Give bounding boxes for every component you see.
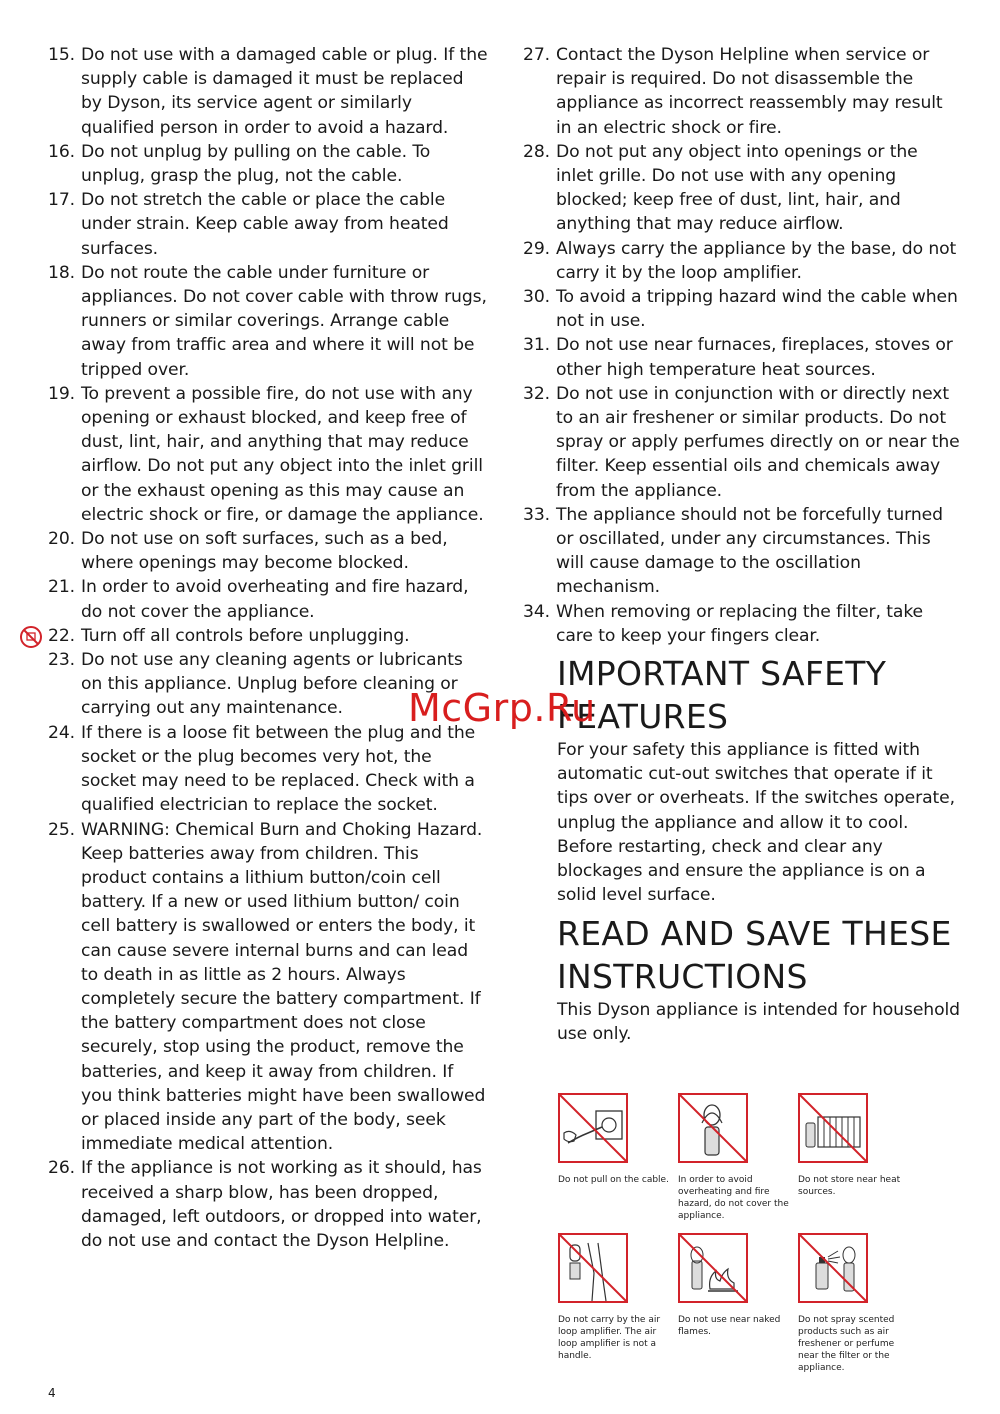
no-carry-loop-icon <box>558 1233 628 1303</box>
list-item: 24. If there is a loose fit between the plug and the socket or the plug becomes very hot, the socket may need to be replaced. Check with a qualified electrician to replace the socket. <box>48 722 476 816</box>
list-item: 26. If the appliance is not working as it should, has received a sharp blow, has been dropped, damaged, left outdoors, or dropped into water, do not use and contact the Dyson Helpline. <box>48 1158 482 1251</box>
right-column <box>523 43 960 1046</box>
left-column <box>48 43 488 1253</box>
list-item: 27. Contact the Dyson Helpline when service or repair is required. Do not disassemble the appliance as incorrect reassembly may result in an electric shock or fire. <box>523 45 943 138</box>
list-item: 29. Always carry the appliance by the base, do not carry it by the loop amplifier. <box>523 238 957 283</box>
list-item: 33. The appliance should not be forcefully turned or oscillated, under any circumstances. This will cause damage to the oscillation mechanism. <box>523 504 943 598</box>
pictogram-caption: In order to avoid overheating and fire hazard, do not cover the appliance. <box>678 1175 789 1221</box>
list-item: 23. Do not use any cleaning agents or lubricants on this appliance. Unplug before cleaning or carrying out any maintenance. <box>48 650 463 719</box>
watermark: McGrp.Ru <box>408 686 596 730</box>
no-cover-small-icon <box>19 625 43 649</box>
list-item: 17. Do not stretch the cable or place the cable under strain. Keep cable away from heated surfaces. <box>48 190 449 259</box>
pictogram <box>678 1233 790 1338</box>
list-item: 15. Do not use with a damaged cable or plug. If the supply cable is damaged it must be replaced by Dyson, its service agent or similarly qualified person in order to avoid a hazard. <box>48 45 488 138</box>
pictogram <box>558 1093 670 1186</box>
pictogram-caption: Do not pull on the cable. <box>558 1175 669 1185</box>
pictogram <box>678 1093 790 1222</box>
pictogram-caption: Do not carry by the air loop amplifier. The air loop amplifier is not a handle. <box>558 1315 661 1361</box>
safety-list-left <box>48 43 488 1253</box>
no-cover-icon <box>678 1093 748 1163</box>
list-item: 31. Do not use near furnaces, fireplaces, stoves or other high temperature heat sources. <box>523 335 953 380</box>
pictogram <box>798 1093 910 1198</box>
pictogram <box>798 1233 910 1374</box>
page-number: 4 <box>48 1386 56 1400</box>
list-item: 19. To prevent a possible fire, do not use with any opening or exhaust blocked, and keep free of dust, lint, hair, and anything that may reduce airflow. Do not put any object into the inlet grill or the exhaust opening as this may cause an electric shock or fire, or damage the appliance. <box>48 383 484 525</box>
no-heat-source-icon <box>798 1093 868 1163</box>
list-item: 22. Turn off all controls before unplugging. <box>48 625 410 646</box>
pictogram-caption: Do not use near naked flames. <box>678 1315 781 1337</box>
list-item: 18. Do not route the cable under furniture or appliances. Do not cover cable with throw rugs, runners or similar coverings. Arrange cable away from traffic area and where it will not be tripped over. <box>48 262 487 380</box>
list-item: 16. Do not unplug by pulling on the cable. To unplug, grasp the plug, not the cable. <box>48 141 431 187</box>
safety-list-right <box>523 43 960 648</box>
no-pull-cable-icon <box>558 1093 628 1163</box>
pictogram-caption: Do not store near heat sources. <box>798 1175 901 1197</box>
pictogram-caption: Do not spray scented products such as air freshener or perfume near the filter or the appliance. <box>798 1315 895 1373</box>
safety-features-heading: IMPORTANT SAFETY FEATURES <box>557 654 887 737</box>
list-item: 25. WARNING: Chemical Burn and Choking Hazard. Keep batteries away from children. This product contains a lithium button/coin cell battery. If a new or used lithium button/ coin cell battery is swallowed or enters the body, it can cause severe internal burns and can lead to death in as little as 2 hours. Always completely secure the battery compartment. If the battery compartment does not close securely, stop using the product, remove the batteries, and keep it away from children. If you think batteries might have been swallowed or placed inside any part of the body, seek immediate medical attention. <box>48 819 486 1155</box>
read-save-heading: READ AND SAVE THESE INSTRUCTIONS <box>557 913 952 996</box>
list-item: 28. Do not put any object into openings or the inlet grille. Do not use with any opening blocked; keep free of dust, lint, hair, and anything that may reduce airflow. <box>523 141 918 235</box>
read-save-text: This Dyson appliance is intended for household use only. <box>557 999 960 1044</box>
list-item: 32. Do not use in conjunction with or directly next to an air freshener or similar products. Do not spray or apply perfumes directly on or near the filter. Keep essential oils and chemicals away from the appliance. <box>523 383 960 501</box>
list-item: 21. In order to avoid overheating and fire hazard, do not cover the appliance. <box>48 577 469 622</box>
list-item: 30. To avoid a tripping hazard wind the cable when not in use. <box>523 287 958 332</box>
list-item: 34. When removing or replacing the filter, take care to keep your fingers clear. <box>523 601 924 646</box>
no-flames-icon <box>678 1233 748 1303</box>
no-spray-icon <box>798 1233 868 1303</box>
pictogram <box>558 1233 670 1362</box>
list-item: 20. Do not use on soft surfaces, such as a bed, where openings may become blocked. <box>48 529 448 574</box>
safety-features-text: For your safety this appliance is fitted with automatic cut-out switches that operate if it tips over or overheats. If the switches operate, unplug the appliance and allow it to cool. Before restarting, check and clear any blockages and ensure the appliance is on a solid level surface. <box>557 740 956 906</box>
